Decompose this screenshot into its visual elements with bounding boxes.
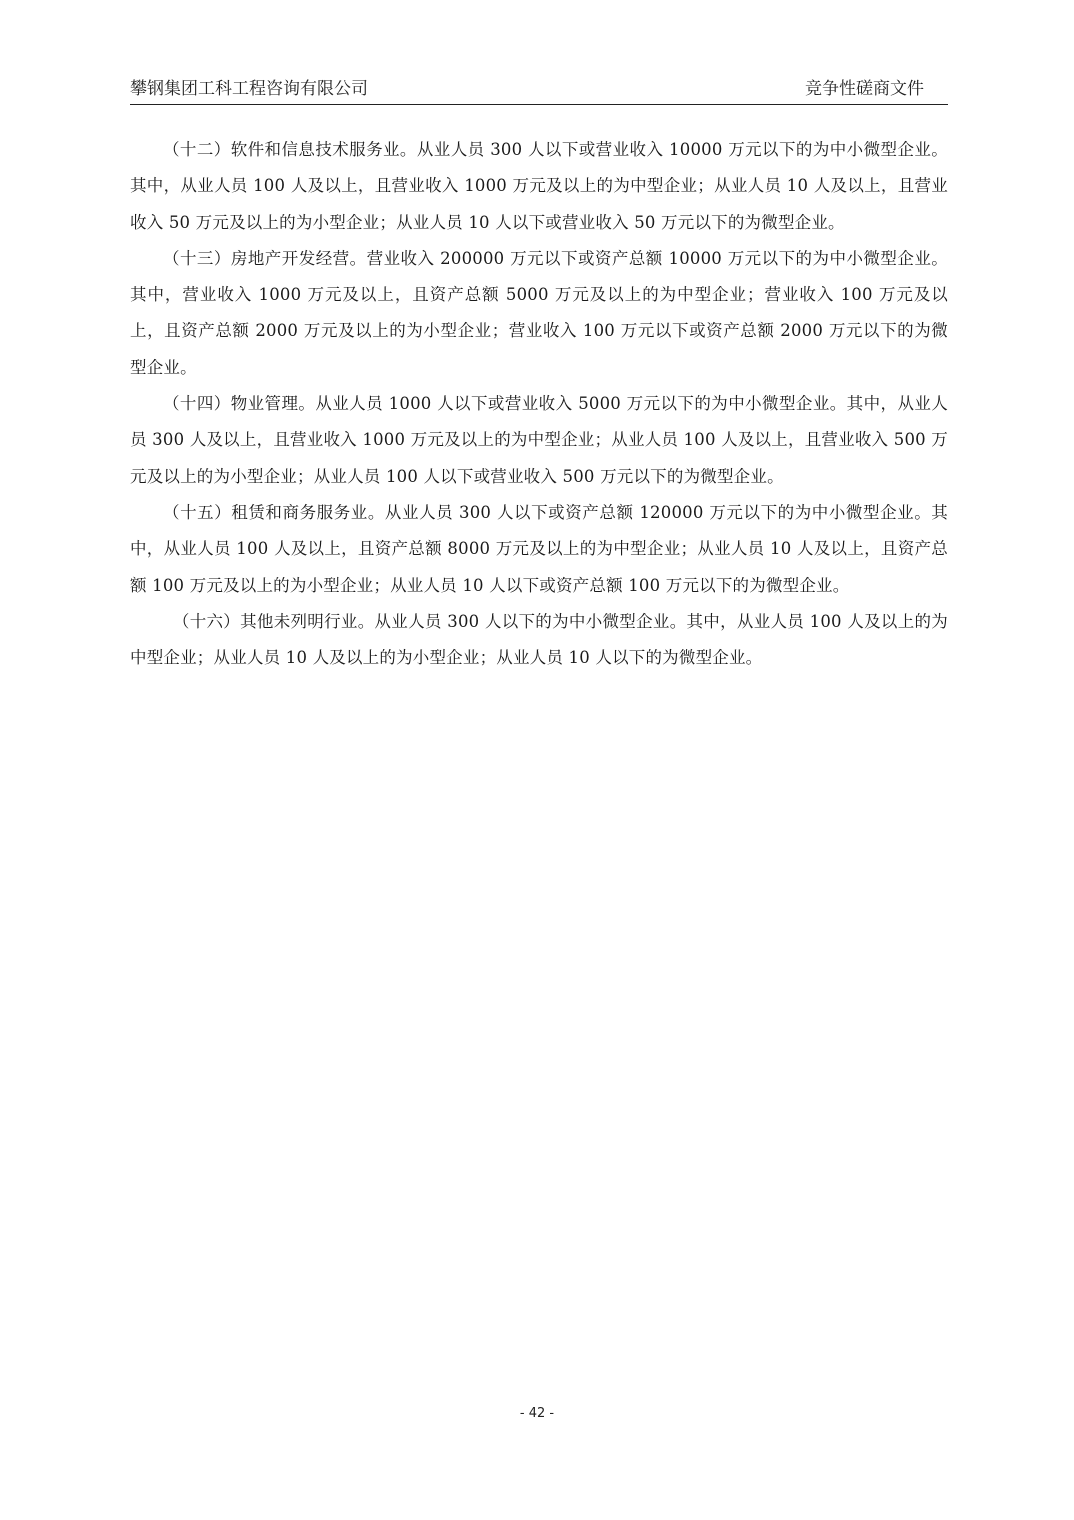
paragraph-property-management: （十四）物业管理。从业人员 1000 人以下或营业收入 5000 万元以下的为中小微型企业。其中，从业人员 300 人及以上，且营业收入 1000 万元及以上的为中型企业；从业人员 100 人及以上，且营业收入 500 万元及以上的为小型企业；从业人员 100 人以下或营业收入 500 万元以下的为微型企业。 xyxy=(130,394,948,486)
document-body xyxy=(130,132,948,676)
paragraph-other-industries: （十六）其他未列明行业。从业人员 300 人以下的为中小微型企业。其中，从业人员 100 人及以上的为中型企业；从业人员 10 人及以上的为小型企业；从业人员 10 人以下的为微型企业。 xyxy=(130,611,948,668)
page-number: - 42 - xyxy=(519,1406,555,1421)
page-header xyxy=(130,78,948,105)
paragraph-software-it: （十二）软件和信息技术服务业。从业人员 300 人以下或营业收入 10000 万元以下的为中小微型企业。其中，从业人员 100 人及以上，且营业收入 1000 万元及以上的为中型企业；从业人员 10 人及以上，且营业收入 50 万元及以上的为小型企业；从业人员 10 人以下或营业收入 50 万元以下的为微型企业。 xyxy=(130,140,948,232)
header-company-name: 攀钢集团工科工程咨询有限公司 xyxy=(130,79,368,99)
paragraph-real-estate: （十三）房地产开发经营。营业收入 200000 万元以下或资产总额 10000 万元以下的为中小微型企业。其中，营业收入 1000 万元及以上，且资产总额 5000 万元及以上的为中型企业；营业收入 100 万元及以上，且资产总额 2000 万元及以上的为小型企业；营业收入 100 万元以下或资产总额 2000 万元以下的为微型企业。 xyxy=(130,248,948,377)
paragraph-leasing-business: （十五）租赁和商务服务业。从业人员 300 人以下或资产总额 120000 万元以下的为中小微型企业。其中，从业人员 100 人及以上，且资产总额 8000 万元及以上的为中型企业；从业人员 10 人及以上，且资产总额 100 万元及以上的为小型企业；从业人员 10 人以下或资产总额 100 万元以下的为微型企业。 xyxy=(130,502,948,595)
header-document-title: 竞争性磋商文件 xyxy=(805,79,924,99)
